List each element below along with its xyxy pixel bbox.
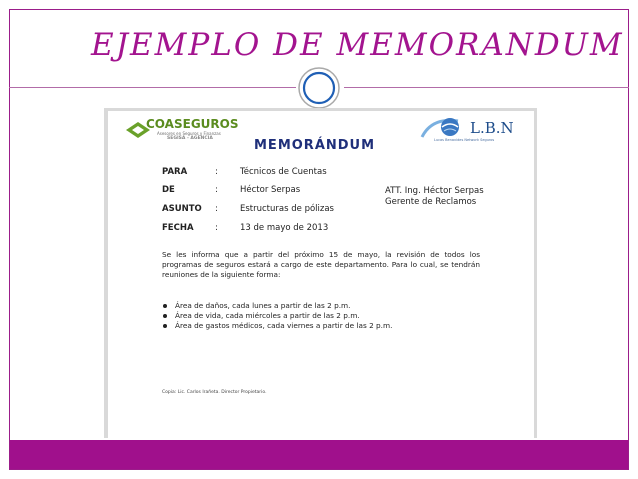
list-item-text: Área de gastos médicos, cada viernes a partir de las 2 p.m. xyxy=(175,321,393,330)
copy-line: Copia: Lic. Carlos Irañeta. Director Propietario. xyxy=(162,390,267,395)
field-label: PARA xyxy=(162,167,188,177)
list-item xyxy=(162,311,392,321)
memo-heading: MEMORÁNDUM xyxy=(254,138,376,153)
slide-title: EJEMPLO DE MEMORANDUM xyxy=(91,27,624,63)
schedule-list xyxy=(162,301,392,331)
coaseguros-tagline: Asesores en Seguros y Finanzas xyxy=(157,131,221,136)
field-label: ASUNTO xyxy=(162,204,202,214)
divider-line-left xyxy=(9,87,296,88)
memo-body: Se les informa que a partir del próximo 15 de mayo, la revisión de todos los programas de seguros estará a cargo de este departamento. Para lo cual, se tendrán reuniones de la siguiente forma: xyxy=(162,250,480,279)
bullet-icon xyxy=(163,304,167,308)
list-item xyxy=(162,301,392,311)
field-label: DE xyxy=(162,185,175,195)
bottom-accent-bar xyxy=(10,440,628,469)
memo-document xyxy=(108,111,534,438)
field-label: FECHA xyxy=(162,223,194,233)
list-item-text: Área de vida, cada miércoles a partir de las 2 p.m. xyxy=(175,311,360,320)
lbn-name: L.B.N xyxy=(470,119,514,137)
field-colon: : xyxy=(215,185,218,195)
circle-ornament-icon xyxy=(296,65,342,111)
list-item xyxy=(162,321,392,331)
att-block xyxy=(385,186,484,208)
coaseguros-name: COASEGUROS xyxy=(146,117,239,131)
divider-line-right xyxy=(344,87,629,88)
field-value: Técnicos de Cuentas xyxy=(240,167,327,177)
lbn-logo xyxy=(420,115,524,145)
field-colon: : xyxy=(215,223,218,233)
att-line: ATT. Ing. Héctor Serpas xyxy=(385,186,484,196)
bullet-icon xyxy=(163,324,167,328)
list-item-text: Área de daños, cada lunes a partir de las 2 p.m. xyxy=(175,301,351,310)
field-colon: : xyxy=(215,167,218,177)
field-colon: : xyxy=(215,204,218,214)
globe-icon xyxy=(420,115,468,139)
att-role: Gerente de Reclamos xyxy=(385,197,477,207)
lbn-caption: Lucas Benavides Network Seguros xyxy=(434,138,495,142)
field-value: Héctor Serpas xyxy=(240,185,301,195)
coaseguros-sub: SEGISA - AGENCIA xyxy=(167,136,213,141)
field-value: 13 de mayo de 2013 xyxy=(240,223,329,233)
field-value: Estructuras de pólizas xyxy=(240,204,334,214)
bullet-icon xyxy=(163,314,167,318)
